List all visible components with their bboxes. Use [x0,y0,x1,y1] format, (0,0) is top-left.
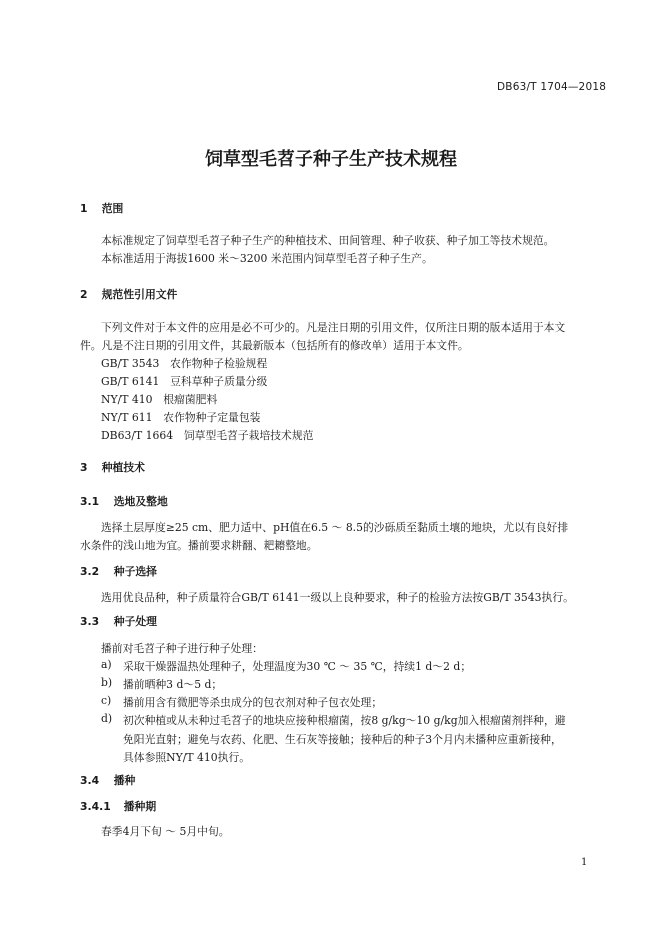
reference-item: GB/T 3543 农作物种子检验规程 [101,357,268,370]
paragraph: 本标准适用于海拔1600 米～3200 米范围内饲草型毛苕子种子生产。 [101,252,433,265]
reference-item: NY/T 410 根瘤菌肥料 [101,393,218,406]
paragraph: 本标准规定了饲草型毛苕子种子生产的种植技术、田间管理、种子收获、种子加工等技术规范。 [101,234,555,247]
list-item-line: 播前晒种3 d～5 d； [123,678,223,691]
paragraph: 选用优良品种，种子质量符合GB/T 6141一级以上良种要求，种子的检验方法按GB/T 3543执行。 [101,591,574,604]
section-heading-1 [80,201,123,216]
list-item-line: 采取干燥器温热处理种子，处理温度为30 ℃ ～ 35 ℃，持续1 d～2 d； [123,660,472,673]
section-number: 2 [80,288,88,301]
list-item-label: b) [101,676,113,689]
list-item [123,694,601,713]
list-item-line: 初次种植或从未种过毛苕子的地块应接种根瘤菌，按8 g/kg～10 g/kg加入根瘤菌剂拌种，避 [123,714,566,727]
paragraph: 播前对毛苕子种子进行种子处理： [101,642,263,655]
section-title: 种植技术 [101,461,145,474]
paragraph: 选择土层厚度≥25 cm、肥力适中、pH值在6.5 ～ 8.5的沙砾质至黏质土壤的地块，尤以有良好排 [101,521,569,534]
section-title: 范围 [101,202,124,215]
section-number: 3.4.1 [80,800,111,813]
subsection-heading-3-2 [80,564,157,579]
subsection-heading-3-4-1 [80,799,156,814]
section-number: 3 [80,461,88,474]
standard-code: DB63/T 1704—2018 [497,81,607,93]
section-number: 3.1 [80,495,100,508]
section-title: 播种期 [123,800,157,813]
list-item-label: a) [101,658,112,671]
document-title: 饲草型毛苕子种子生产技术规程 [205,149,457,170]
reference-item: GB/T 6141 豆科草种子质量分级 [101,375,268,388]
section-number: 3.3 [80,615,100,628]
list-item-line: 播前用含有微肥等杀虫成分的包衣剂对种子包衣处理； [123,696,383,709]
section-title: 选地及整地 [113,495,168,508]
list-item-line: 具体参照NY/T 410执行。 [123,751,251,764]
section-title: 种子选择 [113,565,157,578]
section-title: 播种 [113,774,136,787]
paragraph: 件。凡是不注日期的引用文件，其最新版本（包括所有的修改单）适用于本文件。 [80,339,469,352]
subsection-heading-3-1 [80,494,168,509]
subsection-heading-3-4 [80,773,135,788]
section-number: 3.4 [80,774,100,787]
section-title: 种子处理 [113,615,157,628]
section-heading-2 [80,287,177,302]
list-item-line: 免阳光直射；避免与农药、化肥、生石灰等接触；接种后的种子3个月内未播种应重新接种， [123,732,562,746]
paragraph: 春季4月下旬 ～ 5月中旬。 [101,825,230,838]
section-number: 3.2 [80,565,100,578]
page-number: 1 [581,857,588,868]
paragraph: 水条件的浅山地为宜。播前要求耕翻、耙耱整地。 [80,539,318,552]
subsection-heading-3-3 [80,614,157,629]
reference-item: NY/T 611 农作物种子定量包装 [101,411,261,424]
list-item [123,658,601,677]
section-number: 1 [80,202,88,215]
list-item-label: c) [101,694,112,707]
list-item [123,676,601,695]
paragraph: 下列文件对于本文件的应用是必不可少的。凡是注日期的引用文件，仅所注日期的版本适用于本文 [101,321,566,334]
section-title: 规范性引用文件 [101,288,178,301]
section-heading-3 [80,460,145,475]
list-item [123,712,601,768]
list-item-label: d) [101,712,113,725]
reference-item: DB63/T 1664 饲草型毛苕子栽培技术规范 [101,429,314,442]
